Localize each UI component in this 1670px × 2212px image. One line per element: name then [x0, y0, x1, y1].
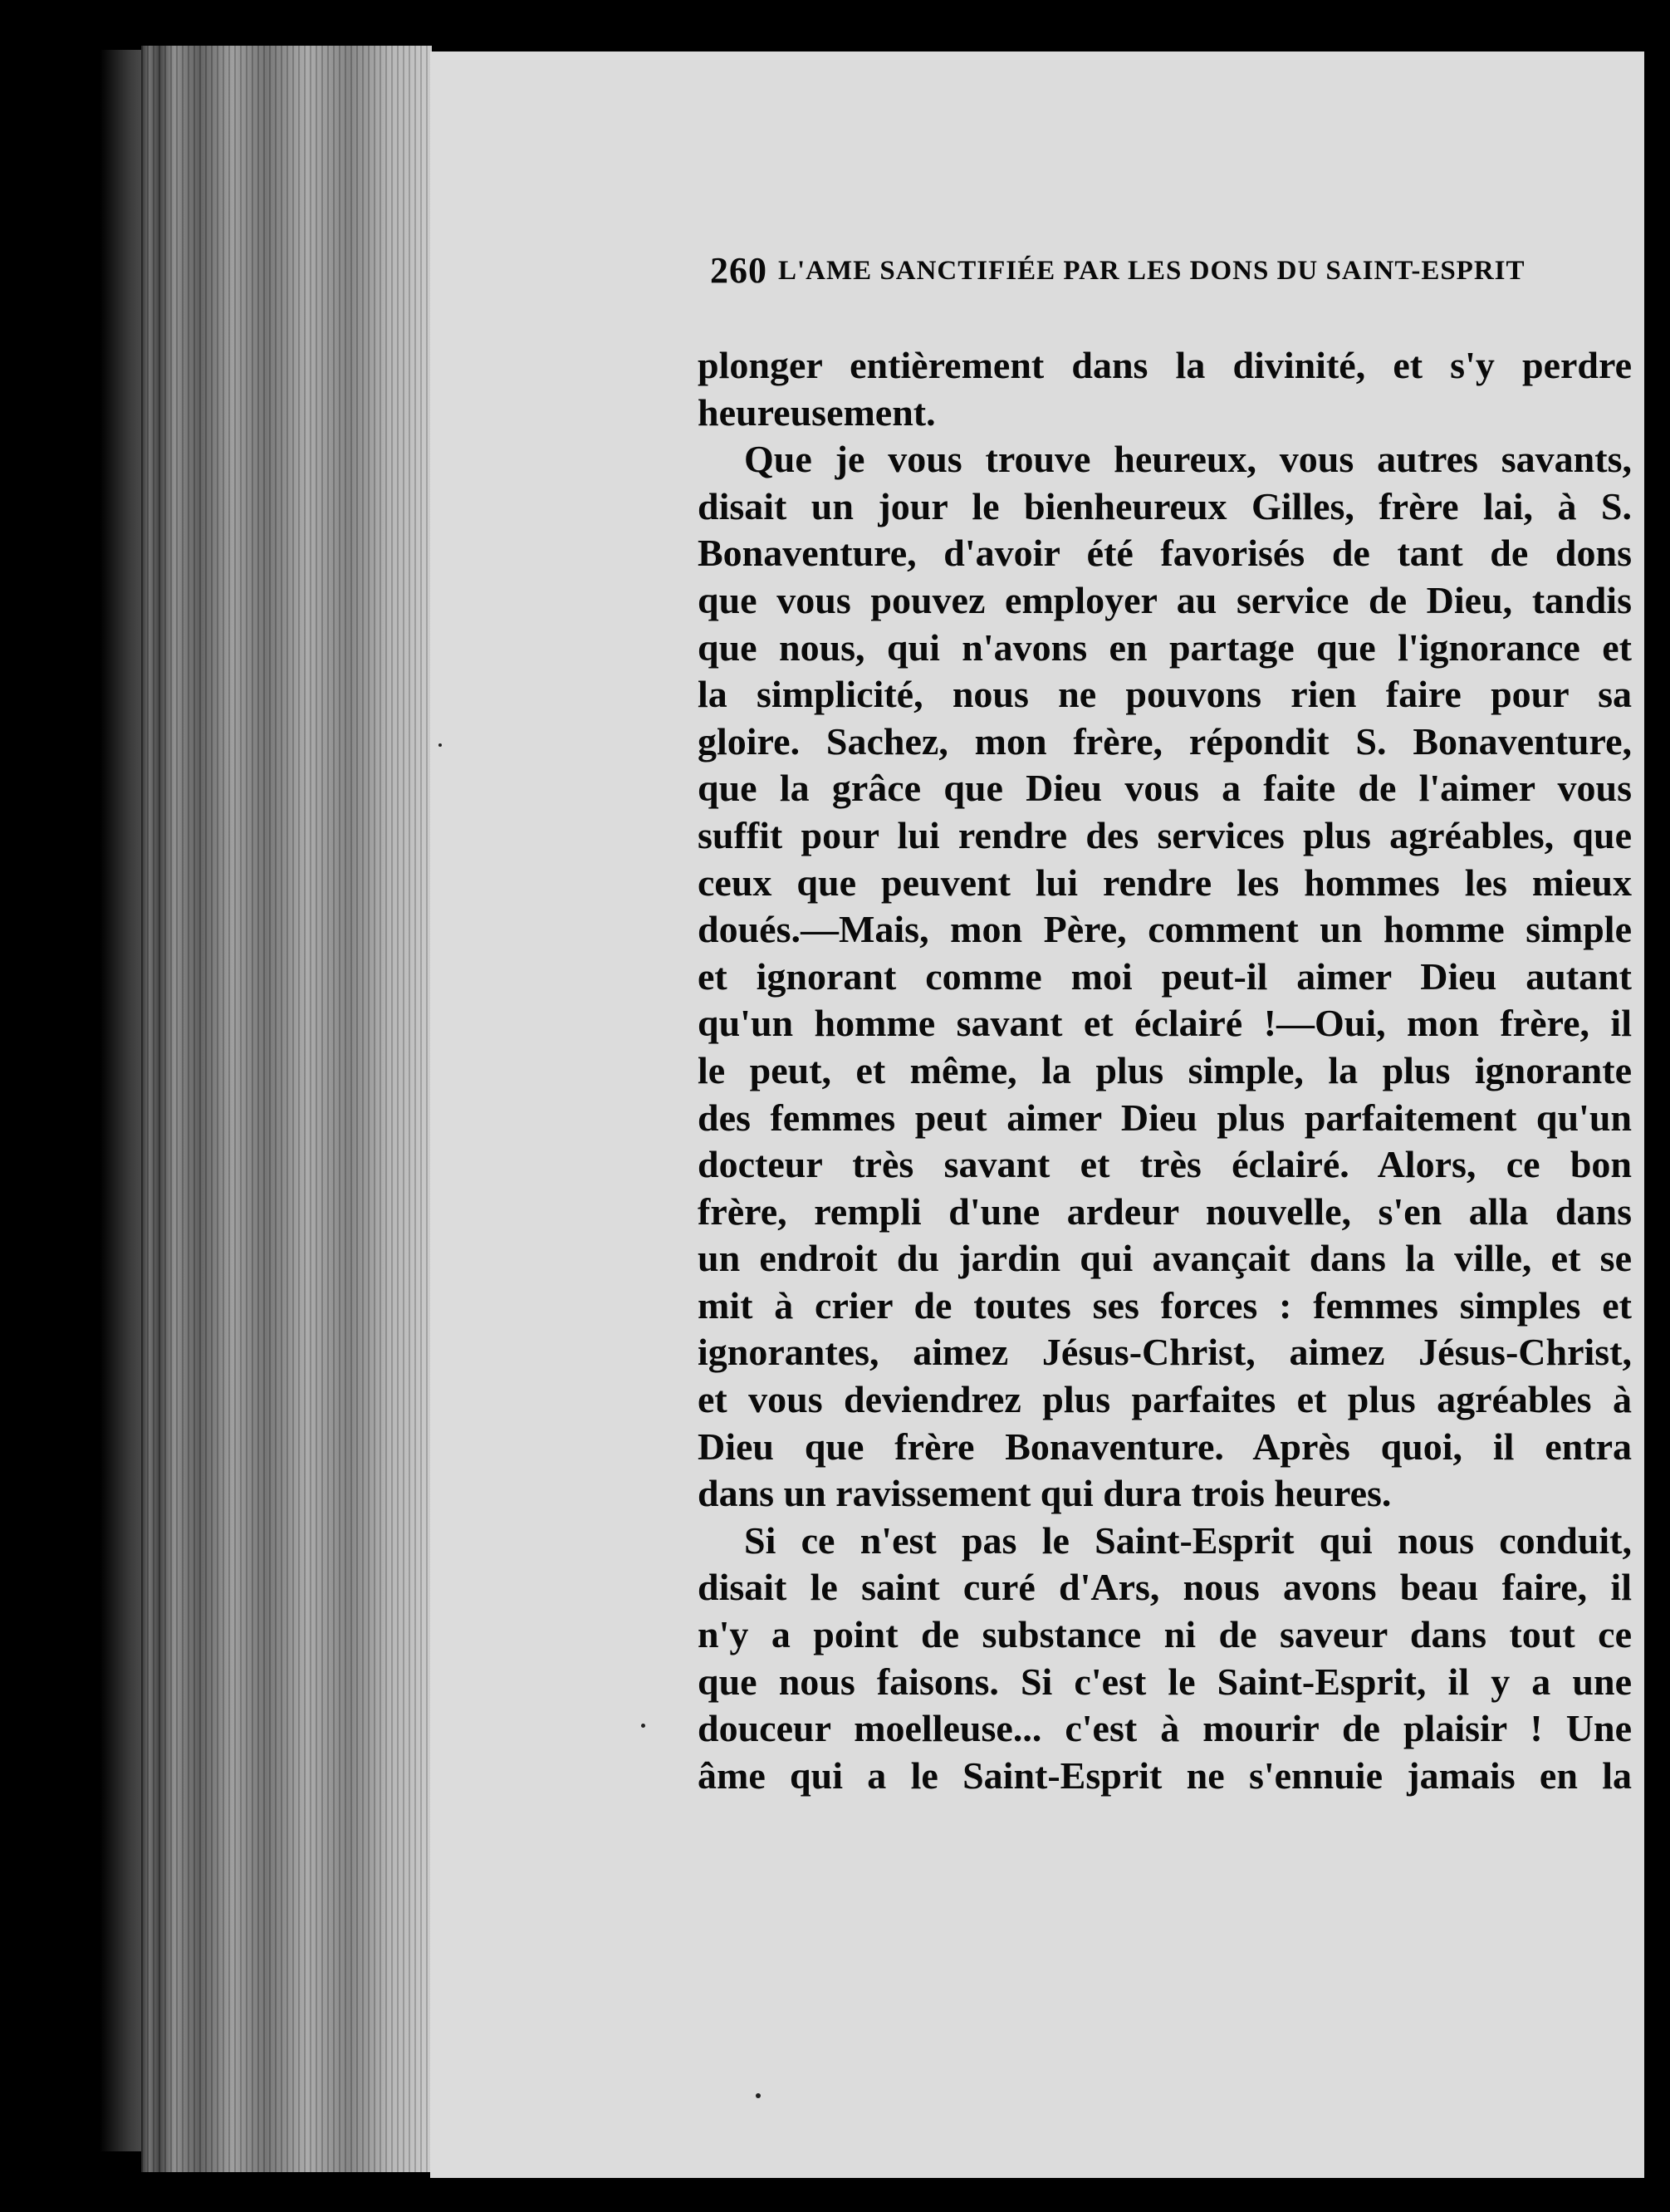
text-line: dans un ravissement qui dura trois heures.	[698, 1472, 1392, 1515]
scan-speck	[438, 743, 442, 747]
text-line: et vous deviendrez plus parfaites et plus agréables à	[698, 1378, 1632, 1421]
text-line: frère, rempli d'une ardeur nouvelle, s'en alla dans	[698, 1189, 1632, 1233]
text-line: disait le saint curé d'Ars, nous avons beau faire, il	[698, 1566, 1632, 1609]
body-text	[698, 342, 1632, 1799]
text-line: ignorantes, aimez Jésus-Christ, aimez Jésus-Christ,	[698, 1331, 1632, 1374]
page-edge-stack	[141, 46, 432, 2172]
text-line: un endroit du jardin qui avançait dans la ville, et se	[698, 1237, 1632, 1280]
scan-speck	[756, 2093, 761, 2098]
text-line: âme qui a le Saint-Esprit ne s'ennuie jamais en la	[698, 1753, 1632, 1797]
text-line: que vous pouvez employer au service de Dieu, tandis	[698, 578, 1632, 621]
text-line: disait un jour le bienheureux Gilles, frère lai, à S.	[698, 484, 1632, 527]
scan-speck	[641, 1724, 645, 1728]
text-line: gloire. Sachez, mon frère, répondit S. Bonaventure,	[698, 719, 1632, 763]
text-line: n'y a point de substance ni de saveur dans tout ce	[698, 1613, 1632, 1656]
text-line: doués.—Mais, mon Père, comment un homme simple	[698, 908, 1632, 951]
page-number: 260	[710, 250, 767, 291]
text-line: Que je vous trouve heureux, vous autres savants,	[744, 438, 1632, 481]
text-line: Bonaventure, d'avoir été favorisés de tant de dons	[698, 532, 1632, 575]
text-line: que nous faisons. Si c'est le Saint-Esprit, il y a une	[698, 1660, 1632, 1703]
text-line: mit à crier de toutes ses forces : femmes simples et	[698, 1283, 1632, 1327]
text-line: Si ce n'est pas le Saint-Esprit qui nous conduit,	[744, 1518, 1632, 1562]
text-line: heureusement.	[698, 390, 936, 434]
text-line: qu'un homme savant et éclairé !—Oui, mon frère, il	[698, 1002, 1632, 1045]
text-line: suffit pour lui rendre des services plus agréables, que	[698, 813, 1632, 856]
text-line: ceux que peuvent lui rendre les hommes les mieux	[698, 861, 1632, 904]
text-line: et ignorant comme moi peut-il aimer Dieu autant	[698, 954, 1632, 998]
text-line: des femmes peut aimer Dieu plus parfaitement qu'un	[698, 1096, 1632, 1139]
text-line: plonger entièrement dans la divinité, et s'y perdre	[698, 344, 1632, 386]
text-line: douceur moelleuse... c'est à mourir de plaisir ! Une	[698, 1707, 1632, 1750]
text-line: Dieu que frère Bonaventure. Après quoi, il entra	[698, 1425, 1632, 1468]
running-header	[710, 249, 1640, 299]
text-line: que nous, qui n'avons en partage que l'ignorance et	[698, 625, 1632, 669]
text-line: que la grâce que Dieu vous a faite de l'aimer vous	[698, 767, 1632, 810]
text-line: le peut, et même, la plus simple, la plus ignorante	[698, 1048, 1632, 1091]
text-line: docteur très savant et très éclairé. Alors, ce bon	[698, 1143, 1632, 1186]
running-title: L'AME SANCTIFIÉE PAR LES DONS DU SAINT-ESPRIT	[778, 256, 1526, 286]
text-line: la simplicité, nous ne pouvons rien faire pour sa	[698, 673, 1632, 716]
